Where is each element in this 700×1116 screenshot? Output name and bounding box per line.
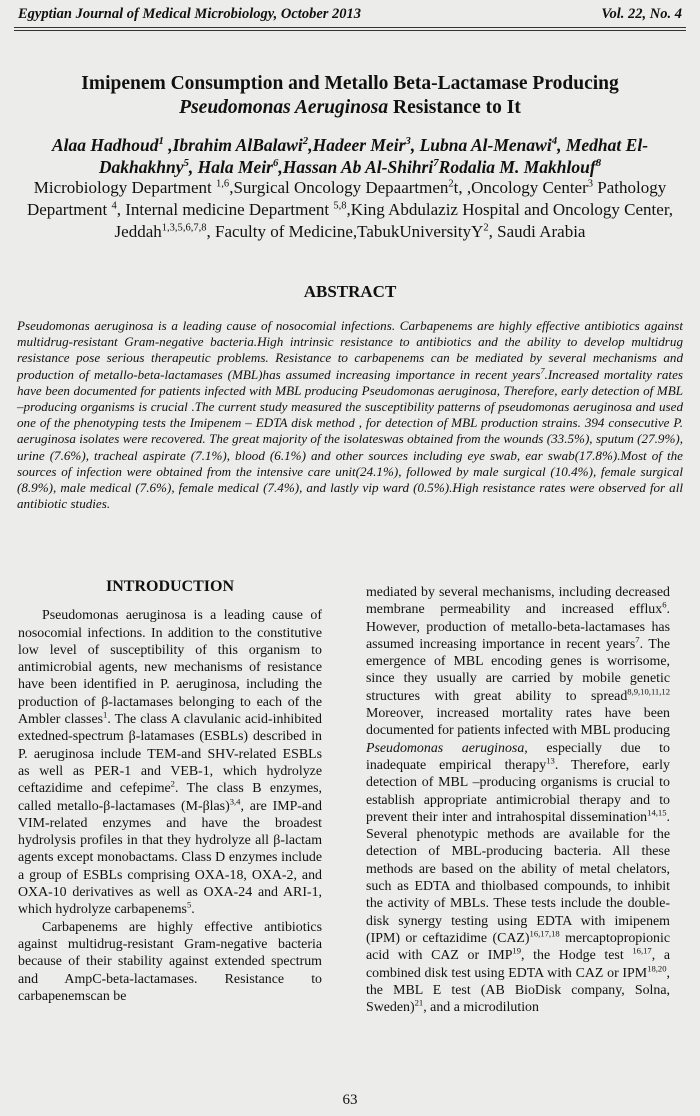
affiliations (10, 177, 690, 243)
title-line-1: Imipenem Consumption and Metallo Beta-Lactamase Producing (81, 73, 619, 94)
abstract-text: Pseudomonas aeruginosa is a leading cause of nosocomial infections. Carbapenems are highly effective antibiotics against multidrug-resistant Gram-negative bacteria.High intrinsic resistance to antibiotics and the ability to develop multidrug resistance pose serious therapeutic problems. Resistance to carbapenems can be mediated by several mechanisms and production of metallo-beta-lactamases (MBL)has assumed increasing importance in recent years$^7$.Increased mortality rates have been documented for patients infected with MBL producing Pseudomonas aeruginosa, Therefore, early detection of MBL –producing organisms is crucial .The current study measured the susceptibility patterns of pseudomonas aeruginosa and used one of the phenotyping tests the Imipenem – EDTA disk method , for detection of MBL production strains. 394 consecutive P. aeruginosa isolates were recovered. The great majority of the isolateswas obtained from the wounds (33.5%), sputum (27.9%), urine (7.6%), tracheal aspirate (7.1%), blood (6.1%) and other sources including eye swab, ear swab(17.8%).Most of the sources of infection were obtained from the intensive care unit(24.1%), followed by male surgical (10.4%), female surgical (8.9%), male medical (7.6%), female medical (7.4%), and lastly vip ward (0.5%).High resistance rates were observed for all antibiotic studies. (17, 318, 683, 512)
intro-paragraph-1: Pseudomonas aeruginosa is a leading cause of nosocomial infections. In addition to the constitutive low level of susceptibility of this organism to antimicrobial agents, new mechanisms of resistance have been identified in P. aeruginosa, including the production of β-lactamases belonging to each of the Ambler classes$^1$. The class A clavulanic acid-inhibited extedned-spectrum β-latamases (ESBLs) described in P. aeruginosa include TEM-and SHV-related ESBLs as well as PER-1 and VEB-1, which hydrolyze ceftazidime and cefepime$^2$. The class B enzymes, called metallo-β-lactamases $(M-\beta las)^{3,4}$, are IMP-and VIM-related enzymes and have the broadest hydrolysis profiles in that they hydrolyze all β-lactam agents except monobactams. Class D enzymes include a group of ESBLs comprising OXA-18, OXA-2, and OXA-10 derivatives as well as OXA-24 and ARI-1, which hydrolyze carbapenems$^5$. (18, 608, 322, 918)
author-affiliation-mark: 2 (302, 135, 309, 148)
author-name: Alaa Hadhoud (51, 135, 159, 155)
journal-name: Egyptian Journal of Medical Microbiology, October 2013 (18, 6, 362, 22)
title-organism: Pseudomonas Aeruginosa (179, 97, 389, 118)
affiliation-mark: 3 (587, 178, 594, 190)
affiliation-text: Pathology Department (26, 178, 667, 219)
author-name: Hadeer Meir (312, 135, 406, 155)
affiliation-text: Microbiology Department (33, 178, 217, 197)
affiliation-text: ,King Abdulaziz Hospital and Oncology Center, Jeddah (114, 200, 674, 241)
left-column (18, 578, 322, 1005)
author-affiliation-mark: 1 (158, 135, 164, 148)
author-list: Alaa Hadhoud$^1$ ,Ibrahim AlBalawi$^2$,Hadeer Meir$^3$, Lubna Al-Menawi$^4$, Medhat El-Dakhakhny$^5$, Hala Meir$^6$,Hassan Ab Al-Shihri$^7$Rodalia M. Makhlouf$^8$ (51, 135, 649, 177)
right-column (366, 584, 670, 1016)
page-number: 63 (342, 1092, 358, 1108)
author-affiliation-mark: 3 (405, 135, 411, 148)
author-affiliation-mark: 8 (595, 157, 602, 170)
abstract-heading: ABSTRACT (303, 282, 397, 301)
author-name: Medhat El-Dakhakhny (98, 135, 649, 177)
author-name: Lubna Al-Menawi (419, 135, 552, 155)
author-affiliation-mark: 4 (551, 135, 558, 148)
affiliation-mark: 2 (448, 178, 454, 190)
affiliation-text: , Faculty of Medicine,TabukUniversityY (206, 222, 484, 241)
affiliation-mark: 1,6 (216, 178, 230, 190)
affiliation-mark: 1,3,5,6,7,8 (161, 222, 207, 234)
introduction-heading: INTRODUCTION (105, 578, 234, 595)
author-affiliation-mark: 7 (433, 157, 439, 170)
affiliation-text: ,Surgical Oncology Depaartmen (229, 178, 449, 197)
intro-paragraph-2: Carbapenems are highly effective antibiotics against multidrug-resistant Gram-negative bacteria because of their stability against extended spectrum and AmpC-beta-lactamases. Resistance to carbapenemscan be (18, 919, 322, 1004)
title-rest: Resistance to It (388, 97, 521, 118)
running-header (18, 6, 682, 23)
header-rule (14, 27, 686, 31)
affiliation-text: t, ,Oncology Center (453, 178, 588, 197)
affiliation-mark: 4 (111, 200, 117, 212)
affiliation-text: , Internal medicine Department (116, 200, 334, 219)
author-name: Ibrahim AlBalawi (172, 135, 303, 155)
affiliation-text: , Saudi Arabia (488, 222, 586, 241)
affiliation-mark: 2 (483, 222, 489, 234)
intro-paragraph-continued: mediated by several mechanisms, including decreased membrane permeability and increased efflux$^6$. However, production of metallo-beta-lactamases has assumed increasing importance in recent years$^7$. The emergence of MBL encoding genes is worrisome, since they usually are carried by mobile genetic structures with great ability to spread$^{8,9,10,11,12}$ Moreover, increased mortality rates have been documented for patients infected with MBL producing Pseudomonas aeruginosa, especially due to inadequate empirical therapy$^{13}$. Therefore, early detection of MBL –producing organisms is crucial to establish appropriate antimicrobial therapy and to prevent their inter and intrahospital dissemination$^{14,15}$. Several phenotypic methods are available for the detection of MBL-producing bacteria. All these methods are based on the ability of metal chelators, such as EDTA and thiolbased compounds, to inhibit the activity of MBLs. These tests include the double-disk synergy testing using EDTA with imipenem (IPM) or ceftazidime (CAZ)$^{16,17,18}$ mercaptopropionic acid with CAZ or IMP$^{19}$, the Hodge test $^{16,17}$, a combined disk test using EDTA with CAZ or IPM$^{18,20}$, the MBL E test (AB BioDisk company, Solna, Sweden)$^{21}$, and a microdilution (366, 585, 670, 1016)
paper-title (20, 72, 680, 120)
affiliation-mark: 5,8 (333, 200, 347, 212)
author-name: Hala Meir (197, 157, 273, 177)
volume-info: Vol. 22, No. 4 (601, 6, 682, 22)
author-name: Rodalia M. Makhlouf (438, 157, 596, 177)
title-line-2 (20, 96, 680, 120)
author-name: Hassan Ab Al-Shihri (282, 157, 434, 177)
author-affiliation-mark: 6 (273, 157, 279, 170)
author-affiliation-mark: 5 (183, 157, 189, 170)
